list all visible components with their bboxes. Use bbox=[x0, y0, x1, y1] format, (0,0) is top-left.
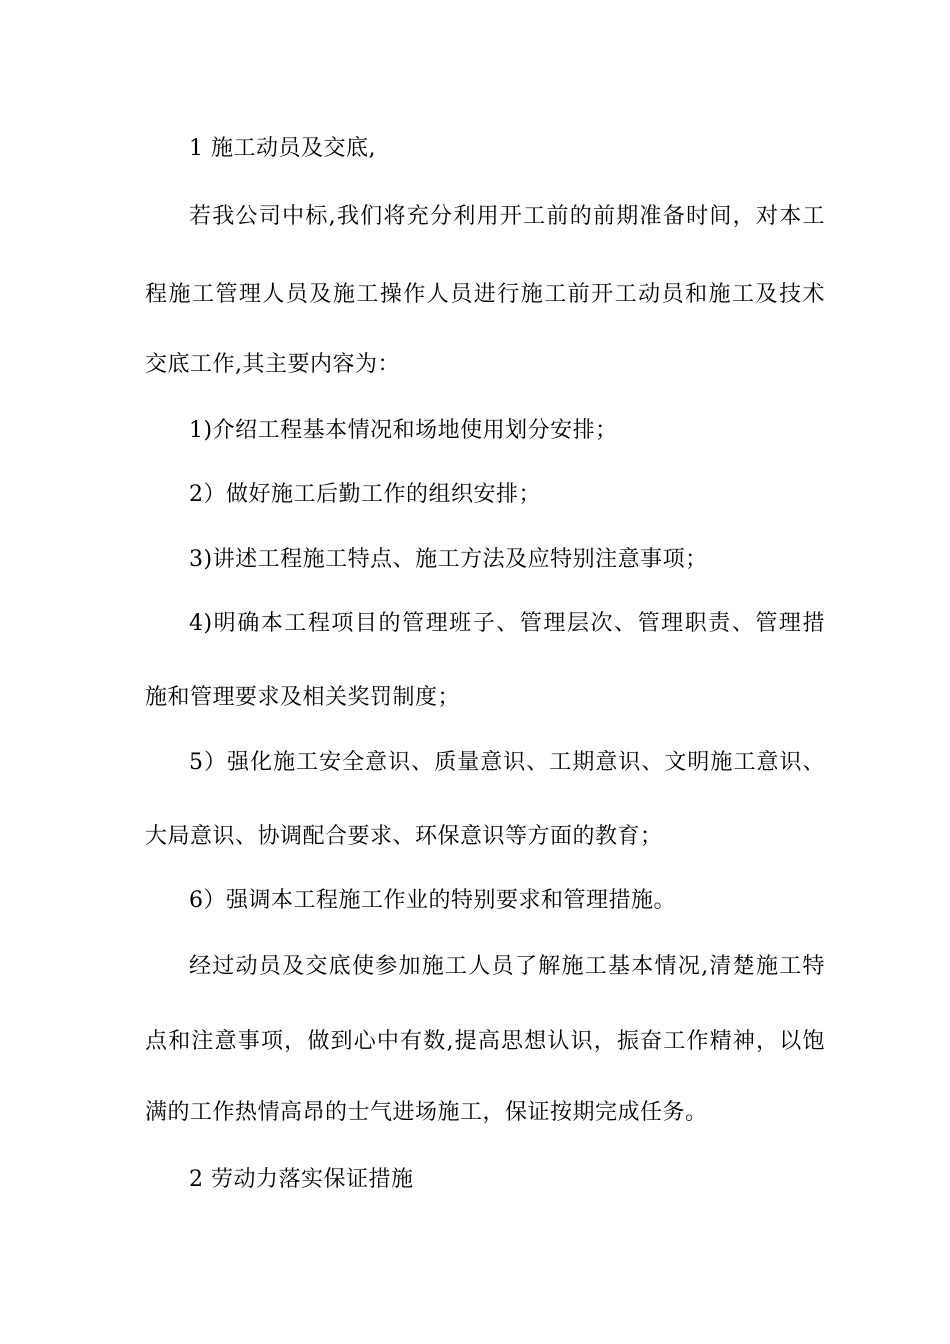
paragraph-line: 交底工作,其主要内容为： bbox=[145, 352, 400, 377]
list-item: 1)介绍工程基本情况和场地使用划分安排； bbox=[189, 418, 618, 443]
paragraph-line: 若我公司中标,我们将充分利用开工前的前期准备时间，对本工 bbox=[189, 204, 825, 229]
list-item: 5）强化施工安全意识、质量意识、工期意识、文明施工意识、 bbox=[189, 750, 825, 775]
list-item: 6）强调本工程施工作业的特别要求和管理措施。 bbox=[189, 888, 676, 913]
section-heading-labor: 2 劳动力落实保证措施 bbox=[189, 1167, 414, 1192]
list-item: 3)讲述工程施工特点、施工方法及应特别注意事项； bbox=[189, 547, 708, 572]
list-item-continuation: 大局意识、协调配合要求、环保意识等方面的教育； bbox=[145, 824, 663, 849]
list-item-continuation: 施和管理要求及相关奖罚制度； bbox=[145, 685, 461, 710]
paragraph-line: 满的工作热情高昂的士气进场施工，保证按期完成任务。 bbox=[145, 1100, 708, 1125]
list-item: 4)明确本工程项目的管理班子、管理层次、管理职责、管理措 bbox=[189, 611, 825, 636]
paragraph-line: 程施工管理人员及施工操作人员进行施工前开工动员和施工及技术 bbox=[145, 282, 825, 307]
section-heading-mobilization: 1 施工动员及交底, bbox=[189, 136, 376, 161]
list-item: 2）做好施工后勤工作的组织安排； bbox=[189, 482, 541, 507]
paragraph-line: 经过动员及交底使参加施工人员了解施工基本情况,清楚施工特 bbox=[189, 954, 825, 979]
paragraph-line: 点和注意事项，做到心中有数,提高思想认识，振奋工作精神，以饱 bbox=[145, 1029, 825, 1054]
